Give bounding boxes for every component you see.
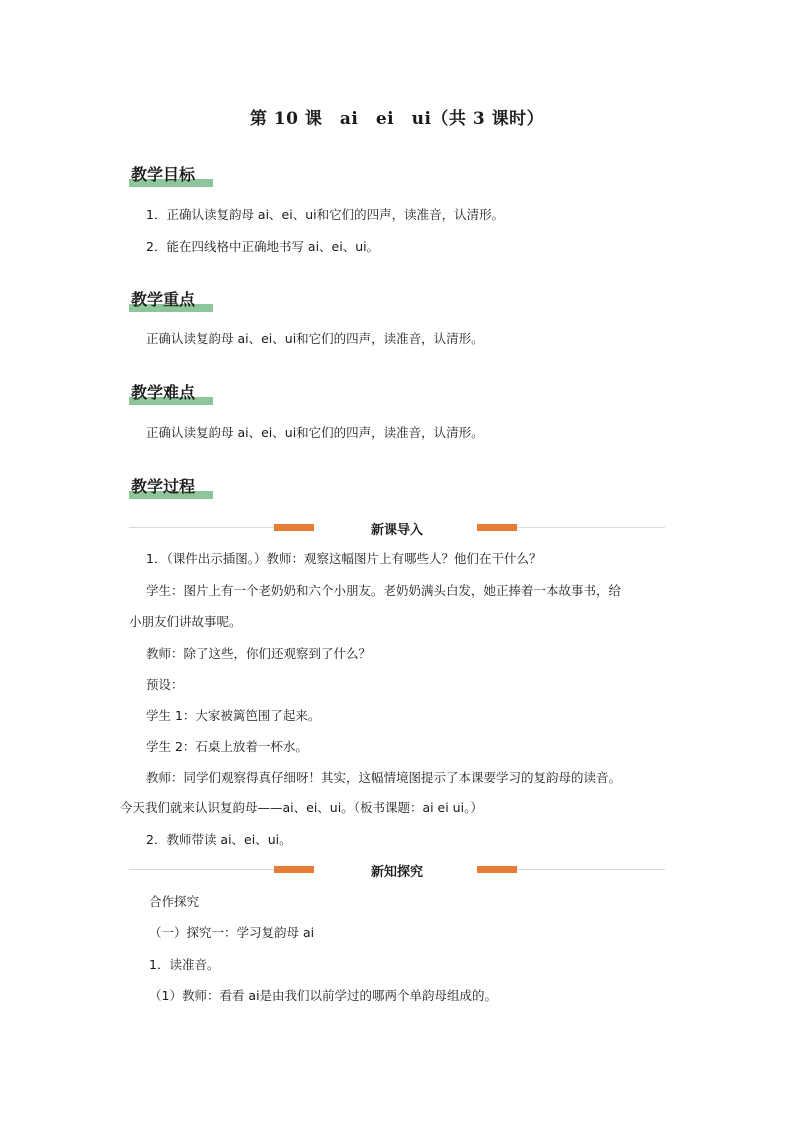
- difficulties-text: 正确认读复韵母 ai、ei、ui和它们的四声，读准音，认清形。: [146, 425, 484, 440]
- intro-line: 小朋友们讲故事呢。: [129, 614, 242, 629]
- section-heading-key-points: 教学重点: [129, 287, 195, 313]
- page-title: 第 10 课 ai ei ui（共 3 课时）: [249, 109, 545, 129]
- explore-line: （一）探究一：学习复韵母 ai: [149, 925, 315, 940]
- explore-line: 合作探究: [149, 894, 200, 909]
- explore-line: 1．读准音。: [149, 957, 220, 972]
- divider-dash-right: [477, 866, 517, 873]
- divider-label: 新知探究: [370, 865, 423, 880]
- intro-line: 教师：同学们观察得真仔细呀！其实，这幅情境图提示了本课要学习的复韵母的读音。: [146, 770, 622, 785]
- section-heading-process: 教学过程: [129, 474, 195, 500]
- intro-line: 1．（课件出示插图。）教师：观察这幅图片上有哪些人？他们在干什么？: [146, 551, 542, 566]
- intro-line: 预设：: [146, 677, 184, 692]
- divider-intro: [129, 518, 665, 540]
- intro-line: 2．教师带读 ai、ei、ui。: [146, 832, 292, 847]
- intro-line: 今天我们就来认识复韵母——ai、ei、ui。（板书课题：ai ei ui。）: [120, 800, 483, 815]
- key-points-text: 正确认读复韵母 ai、ei、ui和它们的四声，读准音，认清形。: [146, 331, 484, 346]
- goal-item-1: 1．正确认读复韵母 ai、ei、ui和它们的四声，读准音，认清形。: [146, 207, 505, 222]
- intro-line: 学生：图片上有一个老奶奶和六个小朋友。老奶奶满头白发，她正捧着一本故事书，给: [146, 583, 622, 598]
- divider-line-right: [517, 527, 665, 528]
- goal-item-2: 2．能在四线格中正确地书写 ai、ei、ui。: [146, 239, 380, 254]
- intro-line: 学生 2：石桌上放着一杯水。: [146, 739, 308, 754]
- section-heading-goals: 教学目标: [129, 162, 195, 188]
- divider-dash-right: [477, 524, 517, 531]
- divider-explore: [129, 860, 665, 882]
- divider-label: 新课导入: [370, 523, 423, 538]
- section-heading-difficulties: 教学难点: [129, 380, 195, 406]
- intro-line: 学生 1：大家被篱笆围了起来。: [146, 708, 321, 723]
- explore-line: （1）教师：看看 ai是由我们以前学过的哪两个单韵母组成的。: [149, 988, 498, 1003]
- intro-line: 教师：除了这些，你们还观察到了什么？: [146, 646, 372, 661]
- divider-line-right: [517, 869, 665, 870]
